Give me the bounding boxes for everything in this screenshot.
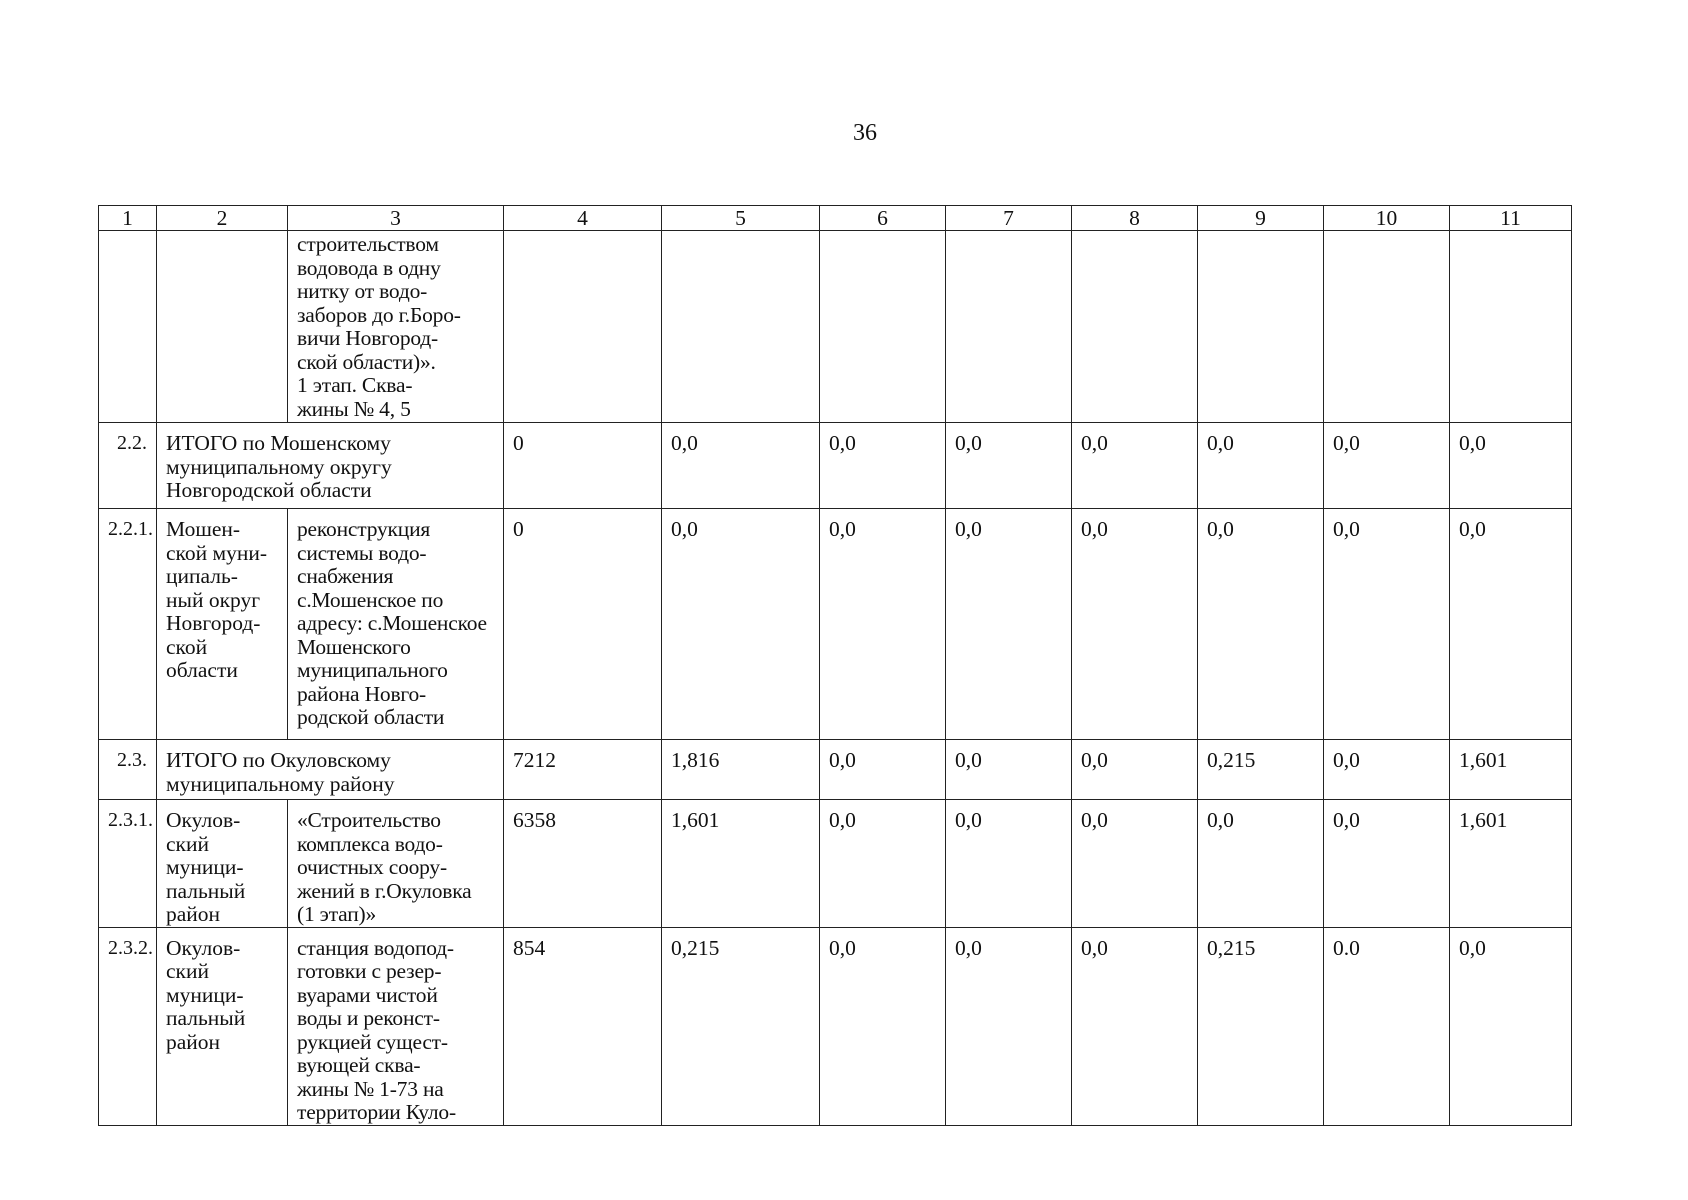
- value-cell: 0,0: [946, 800, 1072, 928]
- value-cell: 6358: [504, 800, 662, 928]
- column-number: 4: [504, 206, 662, 231]
- column-number: 1: [99, 206, 157, 231]
- column-number: 11: [1450, 206, 1572, 231]
- table-row: [99, 231, 1572, 423]
- value-cell: 0: [504, 423, 662, 509]
- value-cell: 0,0: [1450, 509, 1572, 740]
- table-row-total: [99, 740, 1572, 800]
- value-cell: 0,215: [1198, 740, 1324, 800]
- value-cell: 0,0: [946, 423, 1072, 509]
- table-row: [99, 509, 1572, 740]
- value-cell: 0,0: [820, 423, 946, 509]
- row-number: 2.2.: [99, 423, 157, 509]
- value-cell: [1198, 231, 1324, 423]
- column-number: 2: [157, 206, 288, 231]
- value-cell: [820, 231, 946, 423]
- value-cell: [1450, 231, 1572, 423]
- municipality-cell: Окулов- ский муници- пальный район: [157, 800, 288, 928]
- column-number: 9: [1198, 206, 1324, 231]
- value-cell: 854: [504, 927, 662, 1125]
- value-cell: [662, 231, 820, 423]
- column-number: 5: [662, 206, 820, 231]
- column-number: 6: [820, 206, 946, 231]
- column-number: 7: [946, 206, 1072, 231]
- value-cell: [1324, 231, 1450, 423]
- row-number: [99, 231, 157, 423]
- row-number: 2.3.1.: [99, 800, 157, 928]
- object-name-cell: строительством водовода в одну нитку от водо- заборов до г.Боро- вичи Новгород- ской области)». 1 этап. Сква- жины № 4, 5: [288, 231, 504, 423]
- municipality-cell: Окулов- ский муници- пальный район: [157, 927, 288, 1125]
- municipality-cell: Мошен- ской муни- ципаль- ный округ Новгород- ской области: [157, 509, 288, 740]
- value-cell: 1,601: [1450, 740, 1572, 800]
- value-cell: 0,0: [1450, 423, 1572, 509]
- value-cell: 0,0: [1324, 740, 1450, 800]
- value-cell: 7212: [504, 740, 662, 800]
- value-cell: 0,0: [1324, 509, 1450, 740]
- total-label-cell: ИТОГО по Мошенскому муниципальному округу Новгородской области: [157, 423, 504, 509]
- value-cell: 0,0: [1072, 509, 1198, 740]
- value-cell: 0,215: [662, 927, 820, 1125]
- object-name-cell: реконструкция системы водо- снабжения с.Мошенское по адресу: с.Мошенское Мошенского муниципального района Новго- родской области: [288, 509, 504, 740]
- municipality-cell: [157, 231, 288, 423]
- column-number: 3: [288, 206, 504, 231]
- row-number: 2.3.: [99, 740, 157, 800]
- value-cell: 1,816: [662, 740, 820, 800]
- value-cell: 0,0: [1450, 927, 1572, 1125]
- column-number: 10: [1324, 206, 1450, 231]
- value-cell: 0,0: [1324, 800, 1450, 928]
- object-name-cell: «Строительство комплекса водо- очистных соору- жений в г.Окуловка (1 этап)»: [288, 800, 504, 928]
- value-cell: 0,0: [1198, 800, 1324, 928]
- value-cell: 0,0: [946, 740, 1072, 800]
- value-cell: 0,0: [1072, 800, 1198, 928]
- row-number: 2.3.2.: [99, 927, 157, 1125]
- value-cell: 0,0: [1324, 423, 1450, 509]
- value-cell: 0,0: [820, 740, 946, 800]
- value-cell: 0,0: [1072, 740, 1198, 800]
- value-cell: 0,0: [662, 509, 820, 740]
- value-cell: 0: [504, 509, 662, 740]
- value-cell: 1,601: [662, 800, 820, 928]
- object-name-cell: станция водопод- готовки с резер- вуарами чистой воды и реконст- рукцией сущест- вующей сква- жины № 1-73 на территории Куло-: [288, 927, 504, 1125]
- column-number-row: [99, 206, 1572, 231]
- value-cell: 0,0: [820, 927, 946, 1125]
- table-row: [99, 800, 1572, 928]
- value-cell: [1072, 231, 1198, 423]
- value-cell: 0,0: [946, 509, 1072, 740]
- value-cell: 0.0: [1324, 927, 1450, 1125]
- value-cell: 0,0: [1198, 509, 1324, 740]
- value-cell: 0,215: [1198, 927, 1324, 1125]
- value-cell: 0,0: [820, 800, 946, 928]
- value-cell: 0,0: [946, 927, 1072, 1125]
- table-row-total: [99, 423, 1572, 509]
- value-cell: [504, 231, 662, 423]
- value-cell: 0,0: [662, 423, 820, 509]
- table-row: [99, 927, 1572, 1125]
- row-number: 2.2.1.: [99, 509, 157, 740]
- value-cell: 0,0: [820, 509, 946, 740]
- column-number: 8: [1072, 206, 1198, 231]
- value-cell: 1,601: [1450, 800, 1572, 928]
- data-table: [98, 205, 1572, 1126]
- value-cell: [946, 231, 1072, 423]
- value-cell: 0,0: [1072, 927, 1198, 1125]
- value-cell: 0,0: [1198, 423, 1324, 509]
- total-label-cell: ИТОГО по Окуловскому муниципальному району: [157, 740, 504, 800]
- value-cell: 0,0: [1072, 423, 1198, 509]
- page-number: 36: [853, 120, 877, 146]
